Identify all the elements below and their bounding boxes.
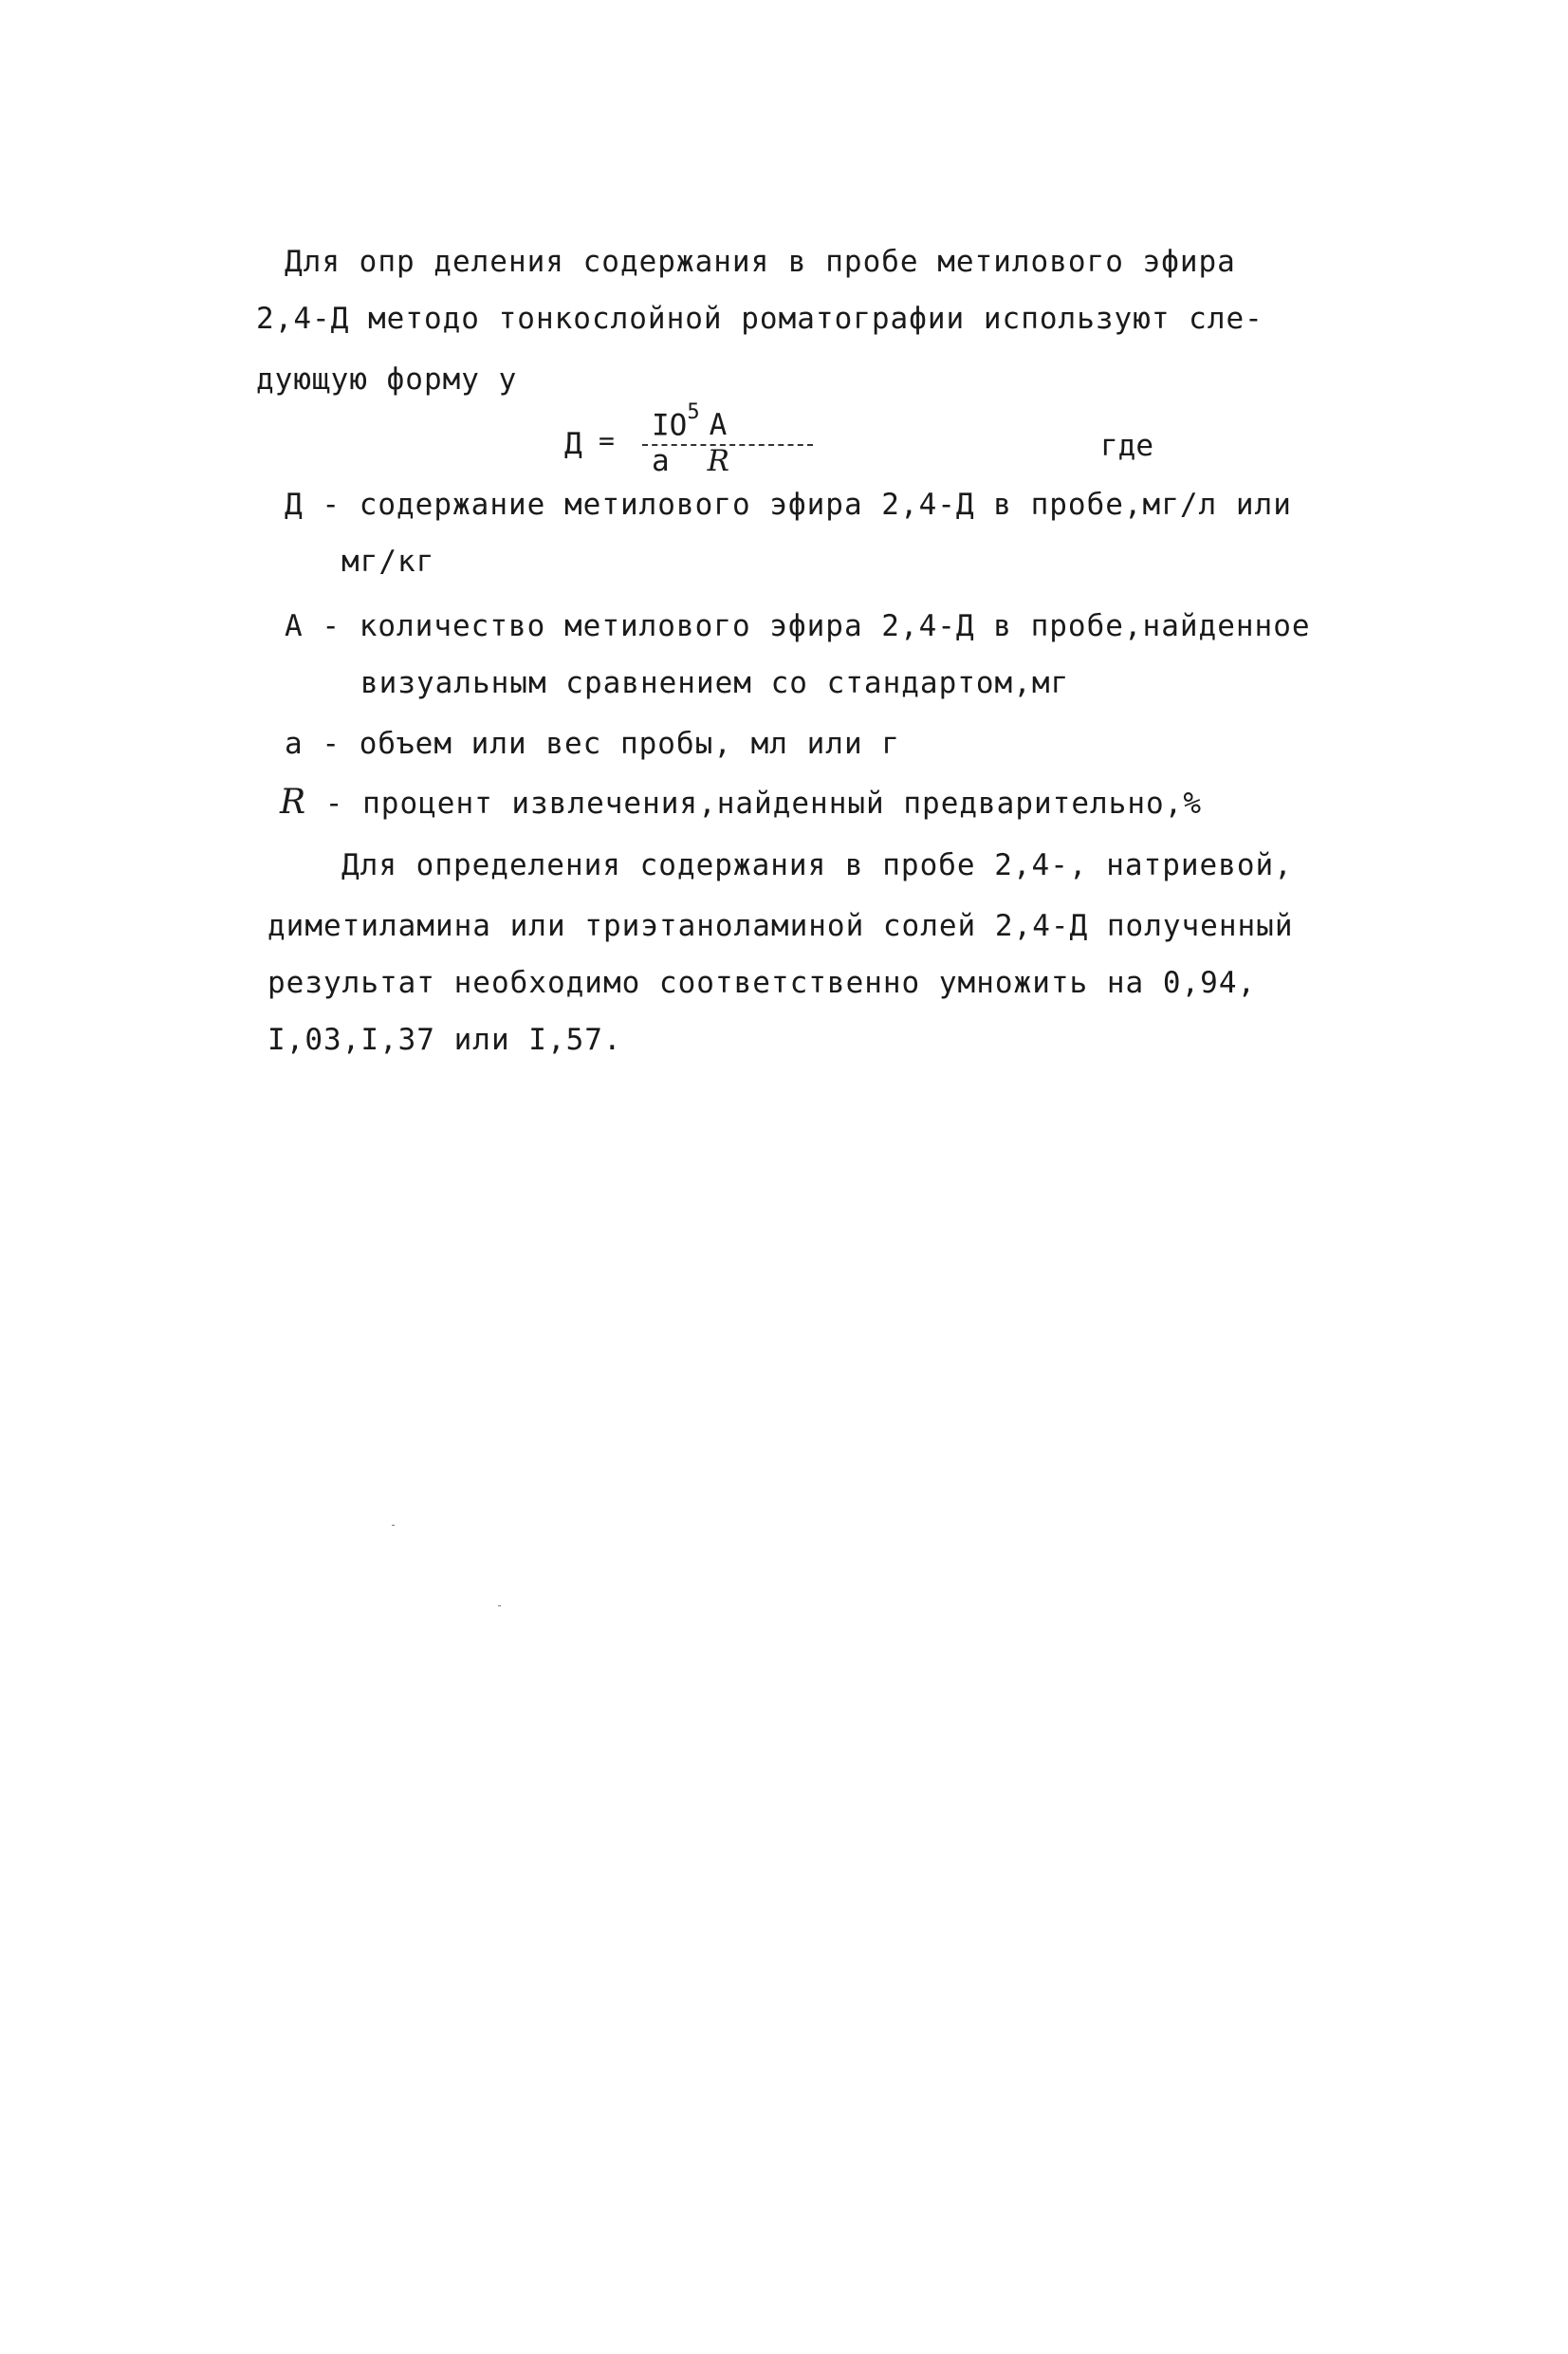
formula-den-var: а (652, 444, 670, 478)
paragraph-2-line-3: результат необходимо соответственно умножить на 0,94, (267, 966, 1257, 1000)
formula-den-r: R (707, 444, 730, 478)
definition-4-text: процент извлечения,найденный предварительно,% (362, 787, 1202, 821)
definition-2-continuation: визуальным сравнением со стандартом,мг (360, 666, 1070, 700)
formula-num-exp: 5 (687, 400, 700, 424)
paragraph-2-line-1: Для определения содержания в пробе 2,4-, натриевой, (341, 848, 1293, 882)
definition-2-dash: - (322, 609, 341, 643)
definition-3-dash: - (322, 727, 341, 761)
formula (564, 400, 821, 482)
definition-1-text: содержание метилового эфира 2,4-Д в пробе,мг/л или (359, 488, 1292, 522)
paragraph-2-line-2: диметиламина или триэтаноламиной солей 2,4-Д полученный (267, 909, 1294, 943)
definition-1 (285, 486, 1292, 524)
definition-2 (285, 607, 1311, 645)
definition-2-symbol: А (285, 609, 304, 643)
paragraph-1-line-2: 2,4-Д методо тонкослойной роматографии используют сле- (256, 302, 1264, 336)
formula-num-coef: IO (652, 408, 688, 443)
definition-1-symbol: Д (285, 488, 304, 522)
paragraph-1-line-1: Для опр деления содержания в пробе метилового эфира (285, 245, 1236, 279)
formula-lhs: Д (564, 427, 582, 461)
definition-1-dash: - (322, 488, 341, 522)
definition-3 (285, 725, 900, 763)
definition-2-text: количество метилового эфира 2,4-Д в пробе,найденное (359, 609, 1311, 643)
paragraph-2-line-4: I,03,I,37 или I,57. (267, 1023, 622, 1057)
formula-numerator (652, 400, 728, 443)
paragraph-1-line-3: дующую форму у (256, 362, 518, 397)
definition-4-symbol: R (280, 783, 307, 822)
definition-1-continuation: мг/кг (341, 545, 435, 579)
formula-where: где (1100, 429, 1153, 463)
scan-speck (392, 1525, 395, 1526)
definition-3-text: объем или вес пробы, мл или г (359, 727, 900, 761)
definition-4 (280, 784, 1202, 823)
definition-3-symbol: а (285, 727, 304, 761)
formula-equals: = (599, 425, 615, 456)
formula-denominator (652, 444, 729, 478)
definition-4-dash: - (324, 787, 344, 821)
formula-num-var: А (709, 408, 728, 443)
scan-speck (498, 1605, 501, 1606)
